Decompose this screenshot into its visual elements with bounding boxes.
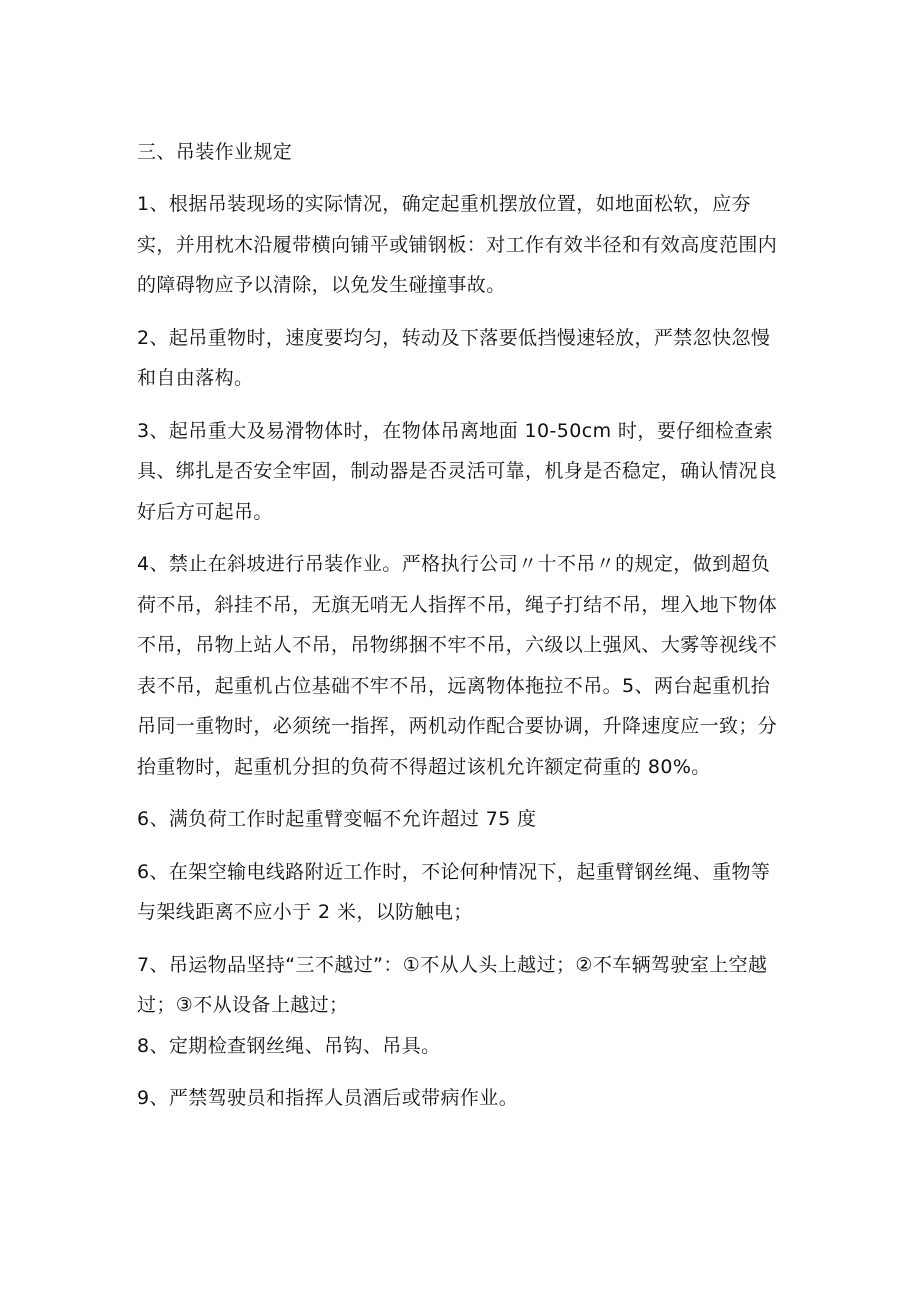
- rule-paragraph-8: 8、定期检查钢丝绳、吊钩、吊具。: [137, 1034, 441, 1057]
- rule-paragraph-1: 1、根据吊装现场的实际情况，确定起重机摆放位置，如地面松软，应夯实，并用枕木沿履带横向铺平或铺钢板：对工作有效半径和有效高度范围内的障碍物应予以清除，以免发生碰撞事故。: [137, 193, 778, 296]
- rule-paragraph-6b: 6、在架空输电线路附近工作时，不论何种情况下，起重臂钢丝绳、重物等与架线距离不应小于 2 米，以防触电；: [137, 860, 771, 923]
- document-body: [137, 132, 787, 1119]
- rule-paragraph-2: 2、起吊重物时，速度要均匀，转动及下落要低挡慢速轻放，严禁忽快忽慢和自由落构。: [137, 326, 771, 389]
- rule-paragraph-6a: 6、满负荷工作时起重臂变幅不允许超过 75 度: [137, 808, 537, 830]
- rule-paragraph-9: 9、严禁驾驶员和指挥人员酒后或带病作业。: [137, 1087, 519, 1109]
- rule-paragraph-7: 7、吊运物品坚持“三不越过”：①不从人头上越过；②不车辆驾驶室上空越过；③不从设备上越过；: [137, 953, 768, 1016]
- rule-paragraph-4-5: 4、禁止在斜坡进行吊装作业。严格执行公司〃十不吊〃的规定，做到超负荷不吊，斜挂不吊，无旗无哨无人指挥不吊，绳子打结不吊，埋入地下物体不吊，吊物上站人不吊，吊物绑捆不牢不吊，六级以上强风、大雾等视线不表不吊，起重机占位基础不牢不吊，远离物体拖拉不吊。5、两台起重机抬吊同一重物时，必须统一指挥，两机动作配合要协调，升降速度应一致；分抬重物时，起重机分担的负荷不得超过该机允许额定荷重的 80%。: [137, 553, 778, 778]
- section-heading: 三、吊装作业规定: [137, 141, 293, 163]
- rule-paragraph-3: 3、起吊重大及易滑物体时，在物体吊离地面 10-50cm 时，要仔细检查索具、绑扎是否安全牢固，制动器是否灵活可靠，机身是否稳定，确认情况良好后方可起吊。: [137, 419, 778, 523]
